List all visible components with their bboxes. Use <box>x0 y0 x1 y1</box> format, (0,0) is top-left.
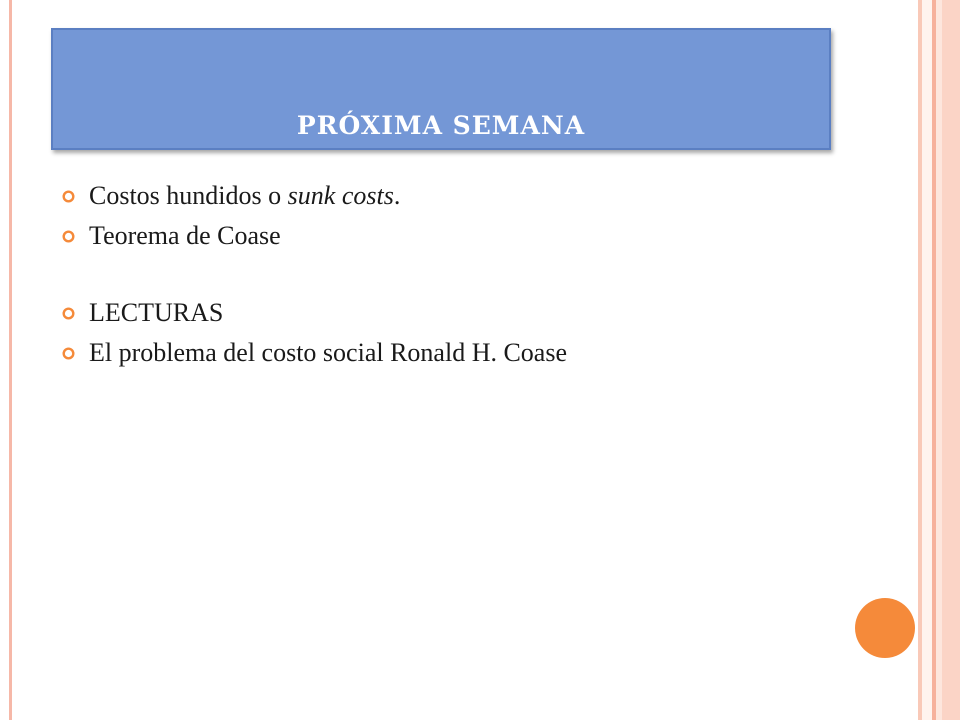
ring-bullet-icon <box>62 307 75 320</box>
ring-bullet-icon <box>62 190 75 203</box>
ring-bullet-icon <box>62 347 75 360</box>
title-bar <box>51 28 831 150</box>
bullet-text: Teorema de Coase <box>89 221 281 250</box>
bullet-text: El problema del costo social Ronald H. Coase <box>89 338 568 367</box>
orange-circle-decoration <box>855 598 915 658</box>
bullet-list <box>62 176 862 373</box>
bullet-item <box>62 176 862 216</box>
bullet-suffix: . <box>393 181 401 210</box>
bullet-text: Costos hundidos o <box>89 181 288 210</box>
right-stripe <box>922 0 932 720</box>
bullet-text: LECTURAS <box>89 298 224 327</box>
slide-title: PRÓXIMA SEMANA <box>296 111 586 140</box>
left-border-line <box>9 0 12 720</box>
bullet-italic-text: sunk costs <box>287 181 394 210</box>
ring-bullet-icon <box>62 230 75 243</box>
right-stripe <box>942 0 960 720</box>
bullet-item <box>62 216 862 256</box>
bullet-item <box>62 293 862 333</box>
bullet-item <box>62 333 862 373</box>
